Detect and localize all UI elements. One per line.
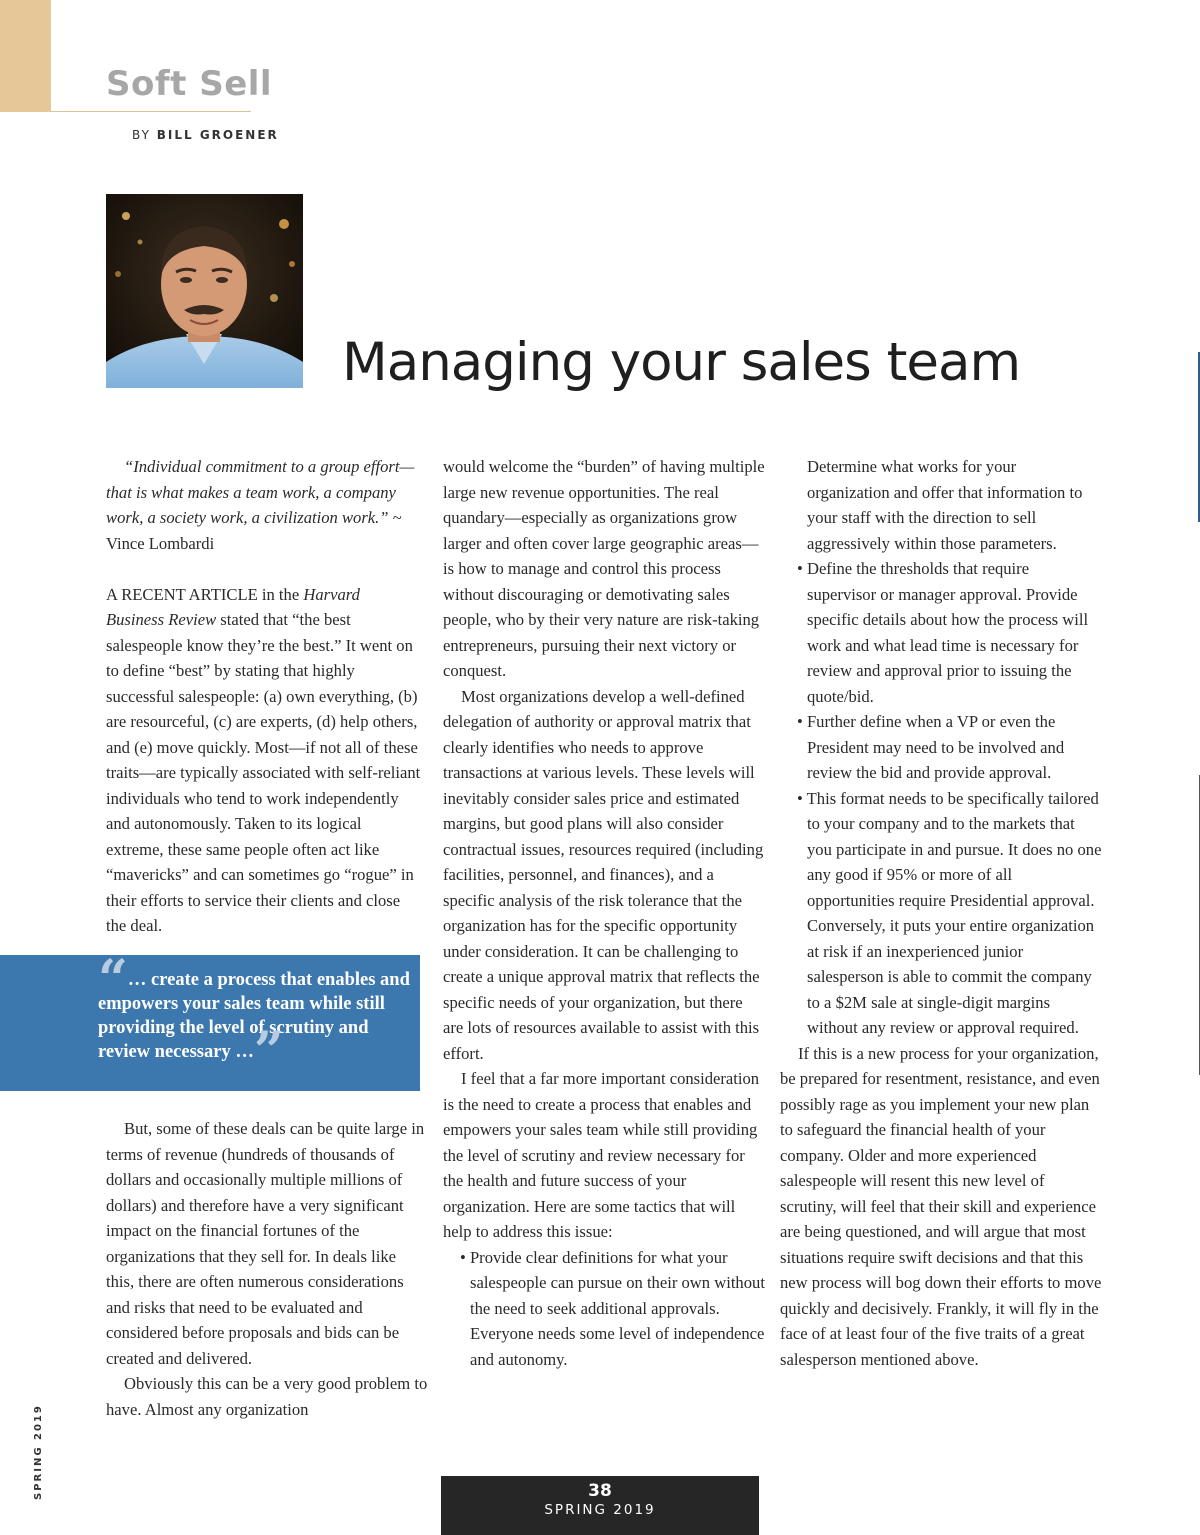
close-quote-icon: ” [253,1021,284,1082]
paragraph: A RECENT ARTICLE in the Harvard Business Review stated that “the best salespeople know they’re the best.” It went on to define “best” by stating that highly successful salespeople: (a) own everything, (b) are resourceful, (c) are experts, (d) help others, and (e) move quickly. Most—if not all of these traits—are typically associated with self-reliant individuals who tend to work independently and autonomously. Taken to its logical extreme, these same people often act like “mavericks” and can sometimes go “rogue” in their efforts to service their clients and close the deal. [106,584,421,935]
byline [132,128,279,142]
epigraph-attribution: ~ Vince Lombardi [106,508,402,553]
bullet-item: • Provide clear definitions for what your salespeople can pursue on their own without the need to seek additional approvals. Everyone needs some level of independence and autonomy. [460,1247,765,1369]
page-footer [441,1476,759,1535]
byline-prefix: BY [132,128,151,142]
bullet-item: • Define the thresholds that require supervisor or manager approval. Provide specific details about how the process will work and what lead time is necessary for review and approval prior to issuing the quote/bid. [797,559,1089,706]
pull-quote-text: … create a process that enables and empowers your sales team while still providing the level of scrutiny and review necessary … [98,970,410,1062]
column-name: Soft Sell [106,64,273,104]
bullet-item: • This format needs to be specifically tailored to your company and to the markets that you participate in and pursue. It does no one any good if 95% or more of all opportunities require Presidential approval. Conversely, it puts your entire organization at risk if an inexperienced junior salesperson is able to commit the company to a $2M sale at single-digit margins without any review or approval required. [797,788,1102,1037]
paragraph: I feel that a far more important consideration is the need to create a process that enables and empowers your sales team while still providing the level of scrutiny and review necessary for the health and future success of your organization. Here are some tactics that will help to address this issue: [443,1069,760,1241]
page-number: 38 [588,1481,612,1501]
column-2 [443,454,767,1372]
bullet-item: • Further define when a VP or even the President may need to be involved and review the bid and provide approval. [797,712,1065,782]
column-3 [780,454,1102,1372]
epigraph [106,454,422,556]
paragraph: Obviously this can be a very good problem to have. Almost any organization [106,1374,428,1419]
open-quote-icon: “ [98,949,128,1010]
paragraph: would welcome the “burden” of having multiple large new revenue opportunities. The real quandary—especially as organizations grow larger and often cover large geographic areas—is how to manage and control this process without discouraging or demotivating sales people, who by their very nature are risk-taking entrepreneurs, pursuing their next victory or conquest. [443,457,765,680]
publication-name: Harvard Business Review [106,584,360,629]
bullet-continuation: Determine what works for your organization and offer that information to your staff with the direction to sell aggressively within those parameters. [807,457,1083,553]
issue-label: SPRING 2019 [544,1502,656,1518]
paragraph: Most organizations develop a well-defined delegation of authority or approval matrix that clearly identifies who needs to approve transactions at various levels. These levels will inevitably consider sales price and estimated margins, but good plans will also consider contractual issues, resources required (including facilities, personnel, and finances), and a specific analysis of the risk tolerance that the organization has for the specific opportunity under consideration. It can be challenging to create a unique approval matrix that reflects the specific needs of your organization, but there are lots of resources available to assist with this effort. [443,686,764,1063]
column-1-upper [106,454,422,939]
side-issue-label: SPRING 2019 [33,1404,44,1500]
article-headline: Managing your sales team [342,332,1021,393]
pull-quote [0,949,420,1091]
header-tab-accent [0,0,51,112]
byline-author: BILL GROENER [156,128,279,142]
epigraph-quote: “Individual commitment to a group effort—that is what makes a team work, a company work, a society work, a civilization work.” [106,457,415,527]
author-photo [106,194,303,388]
paragraph: But, some of these deals can be quite large in terms of revenue (hundreds of thousands of dollars and occasionally multiple millions of dollars) and therefore have a very significant impact on the financial fortunes of the organizations that they sell for. In deals like this, there are often numerous considerations and risks that need to be evaluated and considered before proposals and bids can be created and delivered. [106,1119,425,1368]
paragraph: If this is a new process for your organization, be prepared for resentment, resistance, and even possibly rage as you implement your new plan to safeguard the financial health of your company. Older and more experienced salespeople will resent this new level of scrutiny, will feel that their skill and experience are being questioned, and will argue that most situations require swift decisions and that this new process will bog down their efforts to move quickly and decisively. Frankly, it will fly in the face of at least four of the five traits of a great salesperson mentioned above. [780,1043,1102,1369]
header-rule [51,111,251,112]
column-1-lower [106,1116,428,1422]
